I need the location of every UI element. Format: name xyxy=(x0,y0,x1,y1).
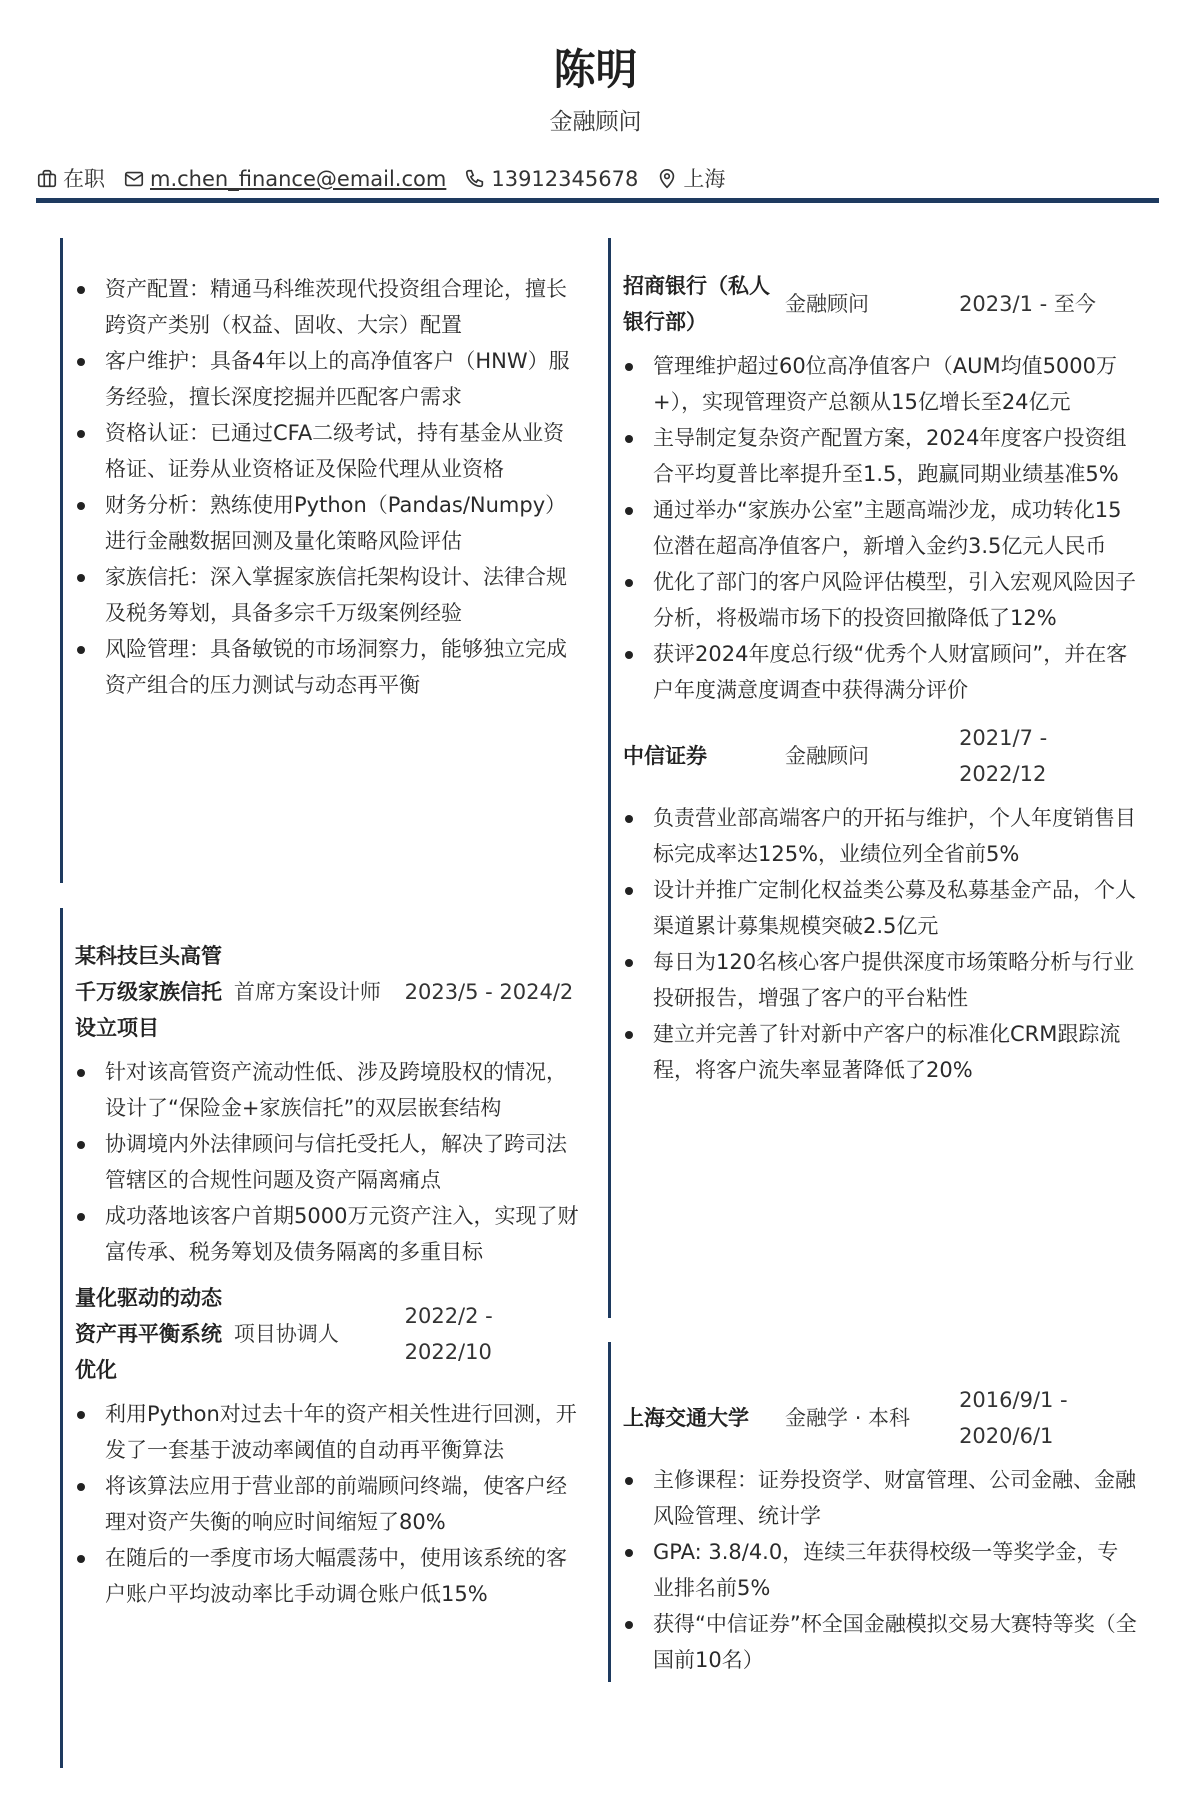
project-bullet: 协调境内外法律顾问与信托受托人，解决了跨司法管辖区的合规性问题及资产隔离痛点 xyxy=(63,1126,580,1198)
job-role: 金融顾问 xyxy=(785,744,870,768)
skills-list xyxy=(63,271,580,703)
email-link[interactable]: m.chen_finance@email.com xyxy=(150,167,447,191)
project-bullets xyxy=(63,1054,580,1270)
education-bullet: 获得“中信证券”杯全国金融模拟交易大赛特等奖（全国前10名） xyxy=(611,1606,1138,1678)
project-bullet: 成功落地该客户首期5000万元资产注入，实现了财富传承、税务筹划及债务隔离的多重目标 xyxy=(63,1198,580,1270)
project-name: 某科技巨头高管千万级家族信托设立项目 xyxy=(75,944,222,1040)
job-bullet: 管理维护超过60位高净值客户（AUM均值5000万+），实现管理资产总额从15亿增长至24亿元 xyxy=(611,348,1138,420)
skill-item: 资产配置：精通马科维茨现代投资组合理论，擅长跨资产类别（权益、固收、大宗）配置 xyxy=(63,271,580,343)
job-bullets xyxy=(611,800,1138,1088)
location-text: 上海 xyxy=(683,167,726,191)
job-header xyxy=(611,720,1138,792)
skill-item: 风险管理：具备敏锐的市场洞察力，能够独立完成资产组合的压力测试与动态再平衡 xyxy=(63,631,580,703)
project-date: 2023/5 - 2024/2 xyxy=(404,980,574,1004)
project-bullet: 针对该高管资产流动性低、涉及跨境股权的情况，设计了“保险金+家族信托”的双层嵌套结构 xyxy=(63,1054,580,1126)
job-header xyxy=(611,268,1138,340)
school-name: 上海交通大学 xyxy=(623,1406,749,1430)
project-bullets xyxy=(63,1396,580,1612)
job-bullet: 每日为120名核心客户提供深度市场策略分析与行业投研报告，增强了客户的平台粘性 xyxy=(611,944,1138,1016)
company-name: 招商银行（私人银行部） xyxy=(623,274,770,334)
education-bullets xyxy=(611,1462,1138,1678)
company-name: 中信证券 xyxy=(623,744,707,768)
skills-section xyxy=(60,238,580,883)
job-bullet: 优化了部门的客户风险评估模型，引入宏观风险因子分析，将极端市场下的投资回撤降低了12% xyxy=(611,564,1138,636)
project-bullet: 在随后的一季度市场大幅震荡中，使用该系统的客户账户平均波动率比手动调仓账户低15% xyxy=(63,1540,580,1612)
contact-info-row xyxy=(36,164,743,194)
job-bullet: 建立并完善了针对新中产客户的标准化CRM跟踪流程，将客户流失率显著降低了20% xyxy=(611,1016,1138,1088)
project-header xyxy=(63,1280,580,1388)
project-name: 量化驱动的动态资产再平衡系统优化 xyxy=(75,1286,222,1382)
education-header xyxy=(611,1382,1138,1454)
briefcase-icon xyxy=(36,168,58,190)
education-section xyxy=(608,1342,1138,1682)
skill-item: 家族信托：深入掌握家族信托架构设计、法律合规及税务筹划，具备多宗千万级案例经验 xyxy=(63,559,580,631)
job-date: 2021/7 - 2022/12 xyxy=(959,726,1048,786)
contact-phone xyxy=(464,164,638,194)
job-bullets xyxy=(611,348,1138,708)
project-header xyxy=(63,938,580,1046)
candidate-title: 金融顾问 xyxy=(549,109,642,135)
experience-section xyxy=(608,238,1138,1318)
job-role: 金融顾问 xyxy=(785,292,870,316)
education-date: 2016/9/1 - 2020/6/1 xyxy=(959,1388,1068,1448)
project-role: 首席方案设计师 xyxy=(233,980,381,1004)
contact-location xyxy=(656,164,725,194)
job-entry xyxy=(611,268,1138,708)
project-bullet: 将该算法应用于营业部的前端顾问终端，使客户经理对资产失衡的响应时间缩短了80% xyxy=(63,1468,580,1540)
project-date: 2022/2 - 2022/10 xyxy=(404,1304,493,1364)
education-bullet: 主修课程：证券投资学、财富管理、公司金融、金融风险管理、统计学 xyxy=(611,1462,1138,1534)
skill-item: 客户维护：具备4年以上的高净值客户（HNW）服务经验，擅长深度挖掘并匹配客户需求 xyxy=(63,343,580,415)
skill-item: 资格认证：已通过CFA二级考试，持有基金从业资格证、证券从业资格证及保险代理从业资格 xyxy=(63,415,580,487)
phone-icon xyxy=(464,168,486,190)
contact-status xyxy=(36,164,105,194)
job-bullet: 负责营业部高端客户的开拓与维护，个人年度销售目标完成率达125%，业绩位列全省前5% xyxy=(611,800,1138,872)
job-bullet: 设计并推广定制化权益类公募及私募基金产品，个人渠道累计募集规模突破2.5亿元 xyxy=(611,872,1138,944)
job-bullet: 获评2024年度总行级“优秀个人财富顾问”，并在客户年度满意度调查中获得满分评价 xyxy=(611,636,1138,708)
candidate-name: 陈明 xyxy=(553,45,638,94)
project-role: 项目协调人 xyxy=(233,1322,339,1346)
project-bullet: 利用Python对过去十年的资产相关性进行回测，开发了一套基于波动率阈值的自动再平衡算法 xyxy=(63,1396,580,1468)
project-entry xyxy=(63,938,580,1270)
skill-item: 财务分析：熟练使用Python（Pandas/Numpy）进行金融数据回测及量化策略风险评估 xyxy=(63,487,580,559)
degree-major: 金融学 · 本科 xyxy=(785,1406,911,1430)
header-divider xyxy=(36,198,1159,203)
contact-email xyxy=(123,164,446,194)
job-bullet: 主导制定复杂资产配置方案，2024年度客户投资组合平均夏普比率提升至1.5，跑赢同期业绩基准5% xyxy=(611,420,1138,492)
projects-section xyxy=(60,908,580,1768)
job-entry xyxy=(611,720,1138,1088)
job-date: 2023/1 - 至今 xyxy=(959,292,1096,316)
location-pin-icon xyxy=(656,168,678,190)
phone-text: 13912345678 xyxy=(491,167,639,191)
mail-icon xyxy=(123,168,145,190)
project-entry xyxy=(63,1280,580,1612)
education-bullet: GPA: 3.8/4.0，连续三年获得校级一等奖学金，专业排名前5% xyxy=(611,1534,1138,1606)
status-text: 在职 xyxy=(63,167,105,191)
job-bullet: 通过举办“家族办公室”主题高端沙龙，成功转化15位潜在超高净值客户，新增入金约3.5亿元人民币 xyxy=(611,492,1138,564)
